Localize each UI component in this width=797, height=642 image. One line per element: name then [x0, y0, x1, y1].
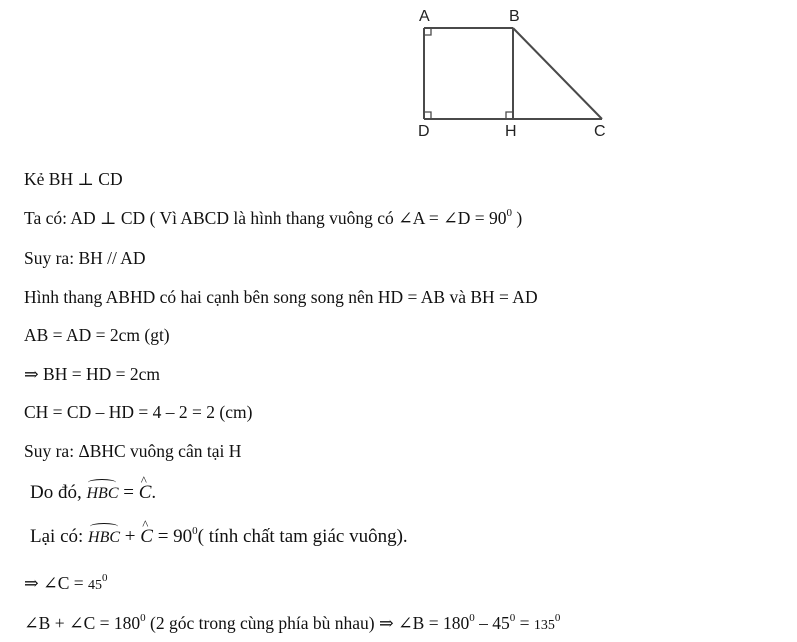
text: + — [120, 526, 141, 547]
text: = — [515, 613, 534, 633]
text: Lại có: — [30, 526, 89, 547]
angle-hbc: HBC — [88, 527, 120, 549]
degree-sup: 0 — [509, 612, 516, 624]
right-angle-d — [424, 112, 431, 119]
step-angle-equal — [30, 482, 156, 505]
text: – 45 — [474, 613, 510, 633]
point-label-h: H — [505, 123, 517, 140]
text: . — [151, 482, 157, 503]
step-trapezoid-abhd — [24, 286, 538, 308]
degree-sup: 0 — [554, 612, 561, 624]
text: Do đó, — [30, 482, 87, 503]
degree-sup: 0 — [469, 612, 475, 624]
step-angle-c — [24, 572, 108, 597]
step-bh-hd — [24, 363, 160, 385]
text: ⇒ BH = HD = 2cm — [24, 364, 160, 384]
point-label-c: C — [594, 123, 606, 140]
angle-c: ^ C — [140, 526, 153, 548]
text: Suy ra: BH // AD — [24, 248, 146, 268]
value-135: 135 — [533, 618, 555, 633]
text: Hình thang ABHD có hai cạnh bên song song nên HD = AB và BH = AD — [24, 287, 538, 307]
text: Suy ra: ΔBHC vuông cân tại H — [24, 441, 242, 461]
angle-hbc: HBC — [86, 483, 118, 505]
trapezoid-figure — [412, 4, 617, 140]
text: CH = CD – HD = 4 – 2 = 2 (cm) — [24, 402, 253, 422]
point-label-b: B — [509, 8, 520, 25]
right-angle-h — [506, 112, 513, 119]
step-bh-parallel-ad — [24, 247, 146, 269]
text: Ta có: AD ⊥ CD ( Vì ABCD là hình thang vuông có ∠A = ∠D = 90 — [24, 208, 507, 228]
step-ad-perp-cd — [24, 207, 522, 229]
text: AB = AD = 2cm (gt) — [24, 325, 170, 345]
degree-sup: 0 — [506, 207, 512, 219]
text: Kẻ BH ⊥ CD — [24, 169, 123, 189]
step-ab-ad — [24, 324, 170, 346]
degree-sup: 0 — [192, 525, 198, 537]
step-isosceles-right — [24, 440, 241, 462]
degree-sup: 0 — [102, 572, 108, 584]
text: (2 góc trong cùng phía bù nhau) ⇒ ∠B = 180 — [145, 613, 470, 633]
text: ) — [512, 208, 523, 228]
step-draw-bh — [24, 168, 123, 190]
text: = 90 — [152, 526, 193, 547]
segment-bc — [513, 28, 602, 119]
point-label-a: A — [419, 8, 430, 25]
text: ∠B + ∠C = 180 — [24, 613, 141, 633]
step-angle-sum — [30, 526, 408, 549]
text: = — [118, 482, 139, 503]
step-ch — [24, 401, 252, 423]
value-45: 45 — [88, 578, 102, 593]
text: ( tính chất tam giác vuông). — [197, 526, 408, 547]
right-angle-a — [424, 28, 431, 35]
degree-sup: 0 — [140, 612, 146, 624]
step-angle-b — [24, 612, 560, 637]
point-label-d: D — [418, 123, 430, 140]
angle-c: ^ C — [139, 482, 152, 504]
text: ⇒ ∠C = — [24, 573, 88, 593]
